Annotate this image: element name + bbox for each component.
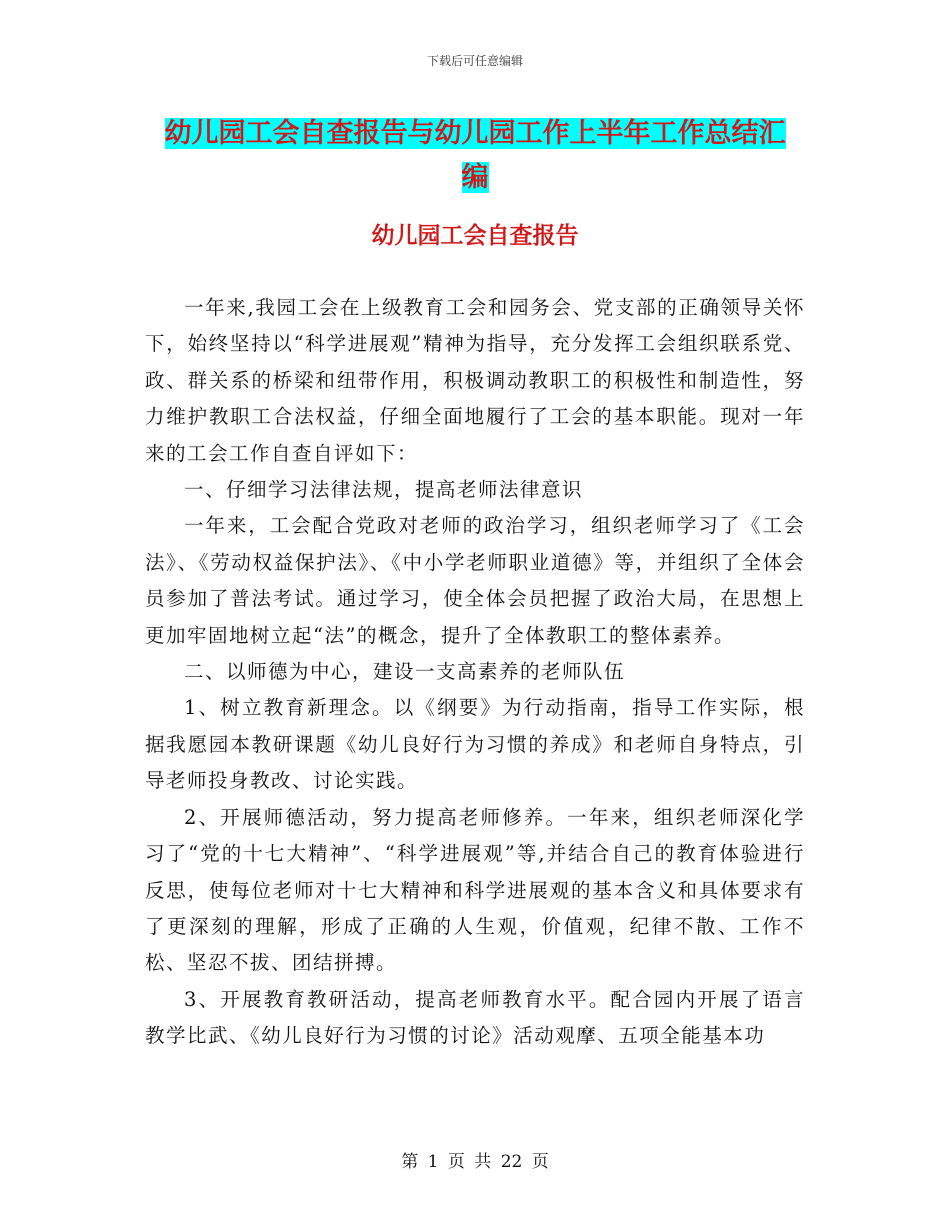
document-body bbox=[145, 290, 805, 1055]
document-title bbox=[150, 112, 800, 200]
paragraph-item-2: 2、开展师德活动，努力提高老师修养。一年来，组织老师深化学习了“党的十七大精神”、“科学进展观”等,并结合自己的教育体验进行反思，使每位老师对十七大精神和科学进展观的基本含义和具体要求有了更深刻的理解，形成了正确的人生观，价值观，纪律不散、工作不松、坚忍不拔、团结拼搏。 bbox=[145, 805, 805, 975]
page-number: 第 1 页 共 22 页 bbox=[401, 1152, 549, 1172]
section-heading: 幼儿园工会自查报告 bbox=[371, 223, 579, 249]
paragraph-heading-1: 一、仔细学习法律法规，提高老师法律意识 bbox=[184, 478, 584, 502]
paragraph-law-study: 一年来，工会配合党政对老师的政治学习，组织老师学习了《工会法》、《劳动权益保护法》、《中小学老师职业道德》等，并组织了全体会员参加了普法考试。通过学习，使全体会员把握了政治大局，在思想上更加牢固地树立起“法”的概念，提升了全体教职工的整体素养。 bbox=[145, 514, 805, 647]
document-title-line1: 幼儿园工会自查报告与幼儿园工作上半年工作总结汇 bbox=[164, 118, 786, 149]
page-header-note: 下载后可任意编辑 bbox=[426, 54, 523, 68]
paragraph-heading-2: 二、以师德为中心，建设一支高素养的老师队伍 bbox=[184, 660, 626, 684]
document-title-line2: 编 bbox=[461, 162, 489, 193]
paragraph-item-1: 1、树立教育新理念。以《纲要》为行动指南，指导工作实际，根据我愿园本教研课题《幼儿良好行为习惯的养成》和老师自身特点，引导老师投身教改、讨论实践。 bbox=[145, 696, 805, 793]
paragraph-item-3: 3、开展教育教研活动，提高老师教育水平。配合园内开展了语言教学比武、《幼儿良好行为习惯的讨论》活动观摩、五项全能基本功 bbox=[145, 987, 805, 1048]
paragraph-intro: 一年来,我园工会在上级教育工会和园务会、党支部的正确领导关怀下，始终坚持以“科学进展观”精神为指导，充分发挥工会组织联系党、政、群关系的桥梁和纽带作用，积极调动教职工的积极性和制造性，努力维护教职工合法权益，仔细全面地履行了工会的基本职能。现对一年来的工会工作自查自评如下： bbox=[145, 296, 805, 465]
